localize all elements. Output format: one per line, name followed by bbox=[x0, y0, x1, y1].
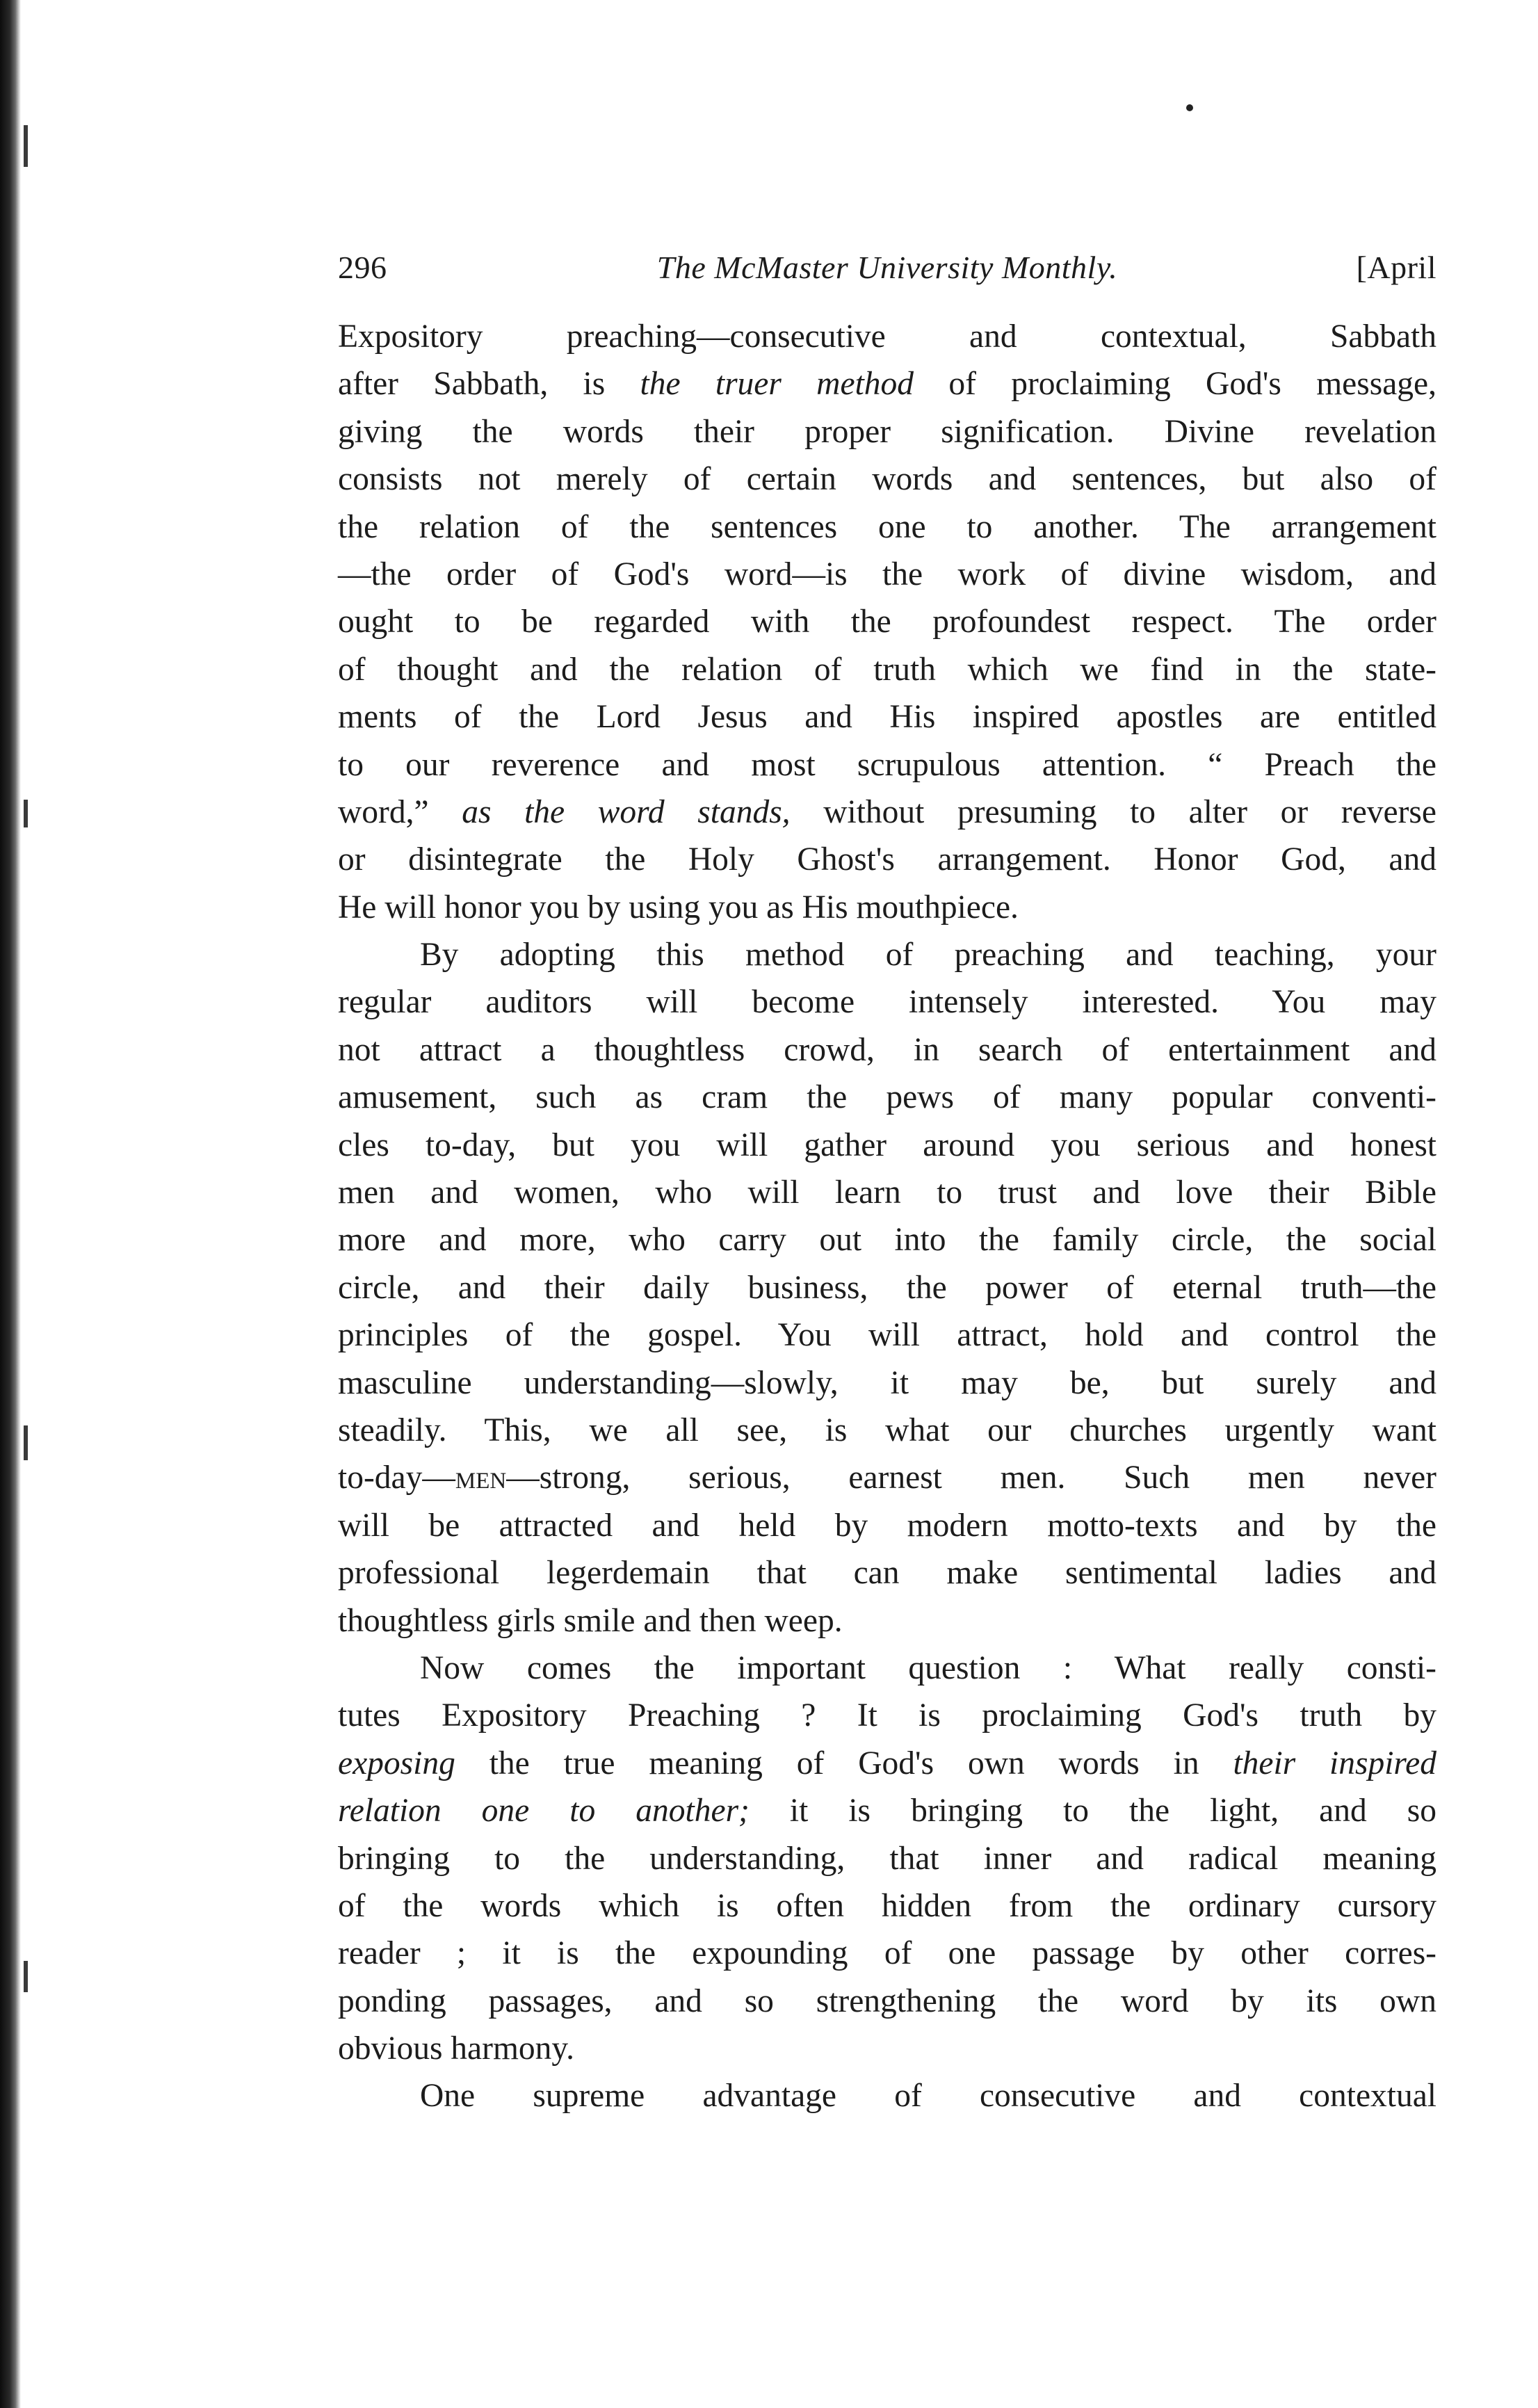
text-run: without presuming to alter or reverse bbox=[790, 793, 1436, 830]
text-run: bringing to the understanding, that inner and radical meaning bbox=[338, 1840, 1436, 1877]
paragraph bbox=[338, 2072, 1436, 2119]
text-run: —strong, serious, earnest men. Such men never bbox=[506, 1460, 1436, 1496]
small-caps-text: men bbox=[455, 1460, 507, 1496]
text-line bbox=[338, 2072, 1436, 2119]
text-run: obvious harmony. bbox=[338, 2030, 574, 2067]
paragraph bbox=[338, 313, 1436, 931]
text-line bbox=[338, 360, 1436, 407]
text-line bbox=[338, 1930, 1436, 1977]
italic-text: exposing bbox=[338, 1745, 455, 1781]
text-line bbox=[338, 408, 1436, 455]
text-run: it is bringing to the light, and so bbox=[749, 1793, 1436, 1829]
text-line bbox=[338, 693, 1436, 741]
text-run: Now comes the important question : What really consti- bbox=[420, 1649, 1436, 1686]
text-line bbox=[338, 1454, 1436, 1501]
italic-text: relation one to another; bbox=[338, 1793, 750, 1829]
text-run: thoughtless girls smile and then weep. bbox=[338, 1602, 843, 1639]
text-run: after Sabbath, is bbox=[338, 366, 640, 403]
text-run: giving the words their proper signification. Divine revelation bbox=[338, 413, 1436, 450]
text-line bbox=[338, 836, 1436, 883]
text-run: ought to be regarded with the profoundest respect. The order bbox=[338, 604, 1436, 640]
text-run: more and more, who carry out into the family circle, the social bbox=[338, 1222, 1436, 1259]
scan-speck bbox=[24, 1961, 28, 1992]
text-line bbox=[338, 1169, 1436, 1216]
text-run: not attract a thoughtless crowd, in search of entertainment and bbox=[338, 1031, 1436, 1068]
italic-text: the truer method bbox=[640, 366, 914, 403]
scan-dot-mark bbox=[1186, 104, 1193, 111]
text-line bbox=[338, 1740, 1436, 1787]
text-line bbox=[338, 884, 1436, 931]
text-run: circle, and their daily business, the power of eternal truth—the bbox=[338, 1269, 1436, 1306]
text-run: will be attracted and held by modern motto-texts and by the bbox=[338, 1507, 1436, 1544]
scan-speck bbox=[24, 125, 28, 167]
text-line bbox=[338, 1787, 1436, 1834]
text-line bbox=[338, 2025, 1436, 2072]
text-run: He will honor you by using you as His mouthpiece. bbox=[338, 889, 1019, 926]
text-run: cles to-day, but you will gather around you serious and honest bbox=[338, 1126, 1436, 1163]
text-line bbox=[338, 1692, 1436, 1739]
text-line bbox=[338, 741, 1436, 789]
text-line bbox=[338, 1835, 1436, 1882]
text-line bbox=[338, 978, 1436, 1026]
text-line bbox=[338, 1407, 1436, 1454]
text-run: ponding passages, and so strengthening the word by its own bbox=[338, 1982, 1436, 2019]
text-line bbox=[338, 503, 1436, 551]
text-line bbox=[338, 1122, 1436, 1169]
text-line bbox=[338, 1502, 1436, 1549]
text-line bbox=[338, 1026, 1436, 1074]
text-run: regular auditors will become intensely interested. You may bbox=[338, 984, 1436, 1021]
text-line bbox=[338, 1882, 1436, 1930]
text-line bbox=[338, 1978, 1436, 2025]
text-run: or disintegrate the Holy Ghost's arrangement. Honor God, and bbox=[338, 841, 1436, 878]
text-run: of proclaiming God's message, bbox=[914, 366, 1436, 403]
text-run: amusement, such as cram the pews of many popular conventi- bbox=[338, 1079, 1436, 1116]
text-run: the relation of the sentences one to another. The arrangement bbox=[338, 508, 1436, 545]
text-run: —the order of God's word—is the work of divine wisdom, and bbox=[338, 556, 1436, 592]
text-run: professional legerdemain that can make sentimental ladies and bbox=[338, 1555, 1436, 1592]
text-line bbox=[338, 1597, 1436, 1645]
text-run: masculine understanding—slowly, it may be, but surely and bbox=[338, 1364, 1436, 1401]
text-run: men and women, who will learn to trust and love their Bible bbox=[338, 1174, 1436, 1211]
journal-title: The McMaster University Monthly. bbox=[656, 250, 1118, 285]
text-run: of thought and the relation of truth which we find in the state- bbox=[338, 651, 1436, 688]
text-run: Expository preaching—consecutive and contextual, Sabbath bbox=[338, 318, 1436, 355]
text-run: word,” bbox=[338, 793, 462, 830]
text-line bbox=[338, 789, 1436, 836]
text-run: tutes Expository Preaching ? It is proclaiming God's truth by bbox=[338, 1697, 1436, 1734]
text-line bbox=[338, 455, 1436, 503]
text-run: reader ; it is the expounding of one passage by other corres- bbox=[338, 1935, 1436, 1972]
text-line bbox=[338, 1359, 1436, 1407]
paragraph bbox=[338, 1645, 1436, 2073]
text-run: to our reverence and most scrupulous attention. “ Preach the bbox=[338, 746, 1436, 783]
text-run: to-day— bbox=[338, 1460, 455, 1496]
italic-text: as the word stands, bbox=[462, 793, 791, 830]
text-run: of the words which is often hidden from the ordinary cursory bbox=[338, 1887, 1436, 1924]
text-line bbox=[338, 1264, 1436, 1311]
scan-speck bbox=[24, 800, 28, 827]
text-run: steadily. This, we all see, is what our churches urgently want bbox=[338, 1412, 1436, 1448]
text-line bbox=[338, 1549, 1436, 1597]
article-body bbox=[338, 313, 1436, 2120]
page-number: 296 bbox=[338, 250, 387, 285]
page-binding-edge bbox=[0, 0, 21, 2408]
text-run: ments of the Lord Jesus and His inspired apostles are entitled bbox=[338, 699, 1436, 736]
issue-month: [April bbox=[1356, 250, 1436, 285]
text-run: By adopting this method of preaching and teaching, your bbox=[420, 937, 1436, 973]
text-line bbox=[338, 1216, 1436, 1263]
paragraph bbox=[338, 931, 1436, 1645]
text-line bbox=[338, 1645, 1436, 1692]
italic-text: their inspired bbox=[1233, 1745, 1436, 1781]
text-line bbox=[338, 313, 1436, 360]
text-line bbox=[338, 598, 1436, 645]
text-line bbox=[338, 931, 1436, 978]
text-run: One supreme advantage of consecutive and contextual bbox=[420, 2078, 1436, 2115]
scan-speck bbox=[24, 1425, 28, 1460]
text-line bbox=[338, 551, 1436, 598]
text-line bbox=[338, 1074, 1436, 1121]
running-head bbox=[338, 243, 1436, 292]
text-run: principles of the gospel. You will attract, hold and control the bbox=[338, 1317, 1436, 1354]
text-run: consists not merely of certain words and sentences, but also of bbox=[338, 461, 1436, 498]
text-line bbox=[338, 646, 1436, 693]
text-line bbox=[338, 1311, 1436, 1359]
text-run: the true meaning of God's own words in bbox=[455, 1745, 1233, 1781]
